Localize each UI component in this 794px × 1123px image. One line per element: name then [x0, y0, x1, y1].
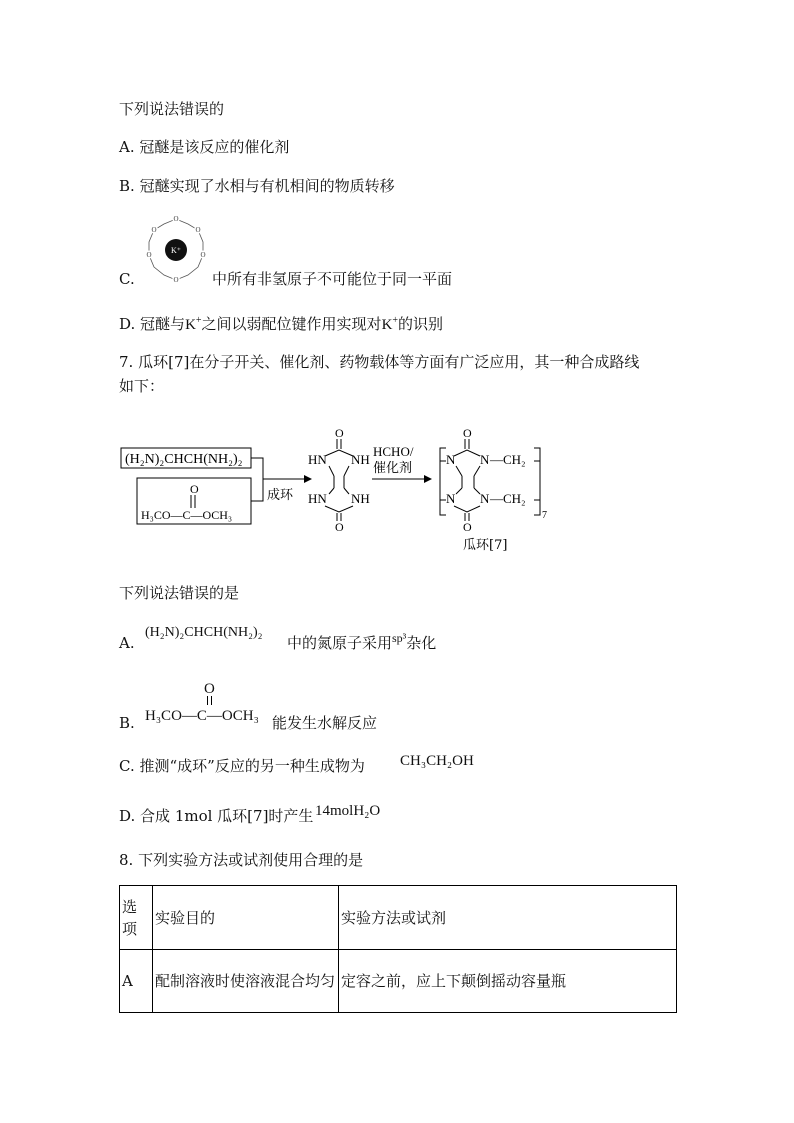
bond — [456, 488, 462, 494]
arrow-2-head — [424, 475, 432, 483]
unit-n: N — [446, 491, 456, 506]
q7-option-c: C. 推测“成环”反应的另一种生成物为 — [119, 757, 365, 775]
bond — [344, 488, 349, 494]
bond — [474, 466, 480, 476]
ring-oxygen: O — [173, 215, 179, 223]
bond — [456, 466, 462, 476]
table-cell: 配制溶液时使溶液混合均匀 — [153, 950, 339, 1013]
glycoluril-nh: HN — [308, 491, 327, 506]
glycoluril-bottom-ring — [325, 506, 353, 512]
ring-oxygen: O — [173, 276, 179, 284]
option-text: 冠醚是该反应的催化剂 — [139, 138, 290, 156]
q7-option-b-formula: H₃CO—C—OCH₃ — [145, 708, 259, 724]
q7-option-b — [119, 712, 135, 734]
bond — [329, 488, 334, 494]
q7-text-line2: 如下： — [119, 377, 165, 395]
glycoluril-nh: HN — [308, 452, 327, 467]
ring-oxygen: O — [195, 226, 201, 234]
q7-option-d-formula: 14molH₂O — [315, 803, 381, 819]
q7-text-line1: 7. 瓜环[7]在分子开关、催化剂、药物载体等方面有广泛应用，其一种合成路线 — [119, 353, 640, 371]
q6-option-b — [119, 175, 395, 197]
option-letter: B. — [119, 177, 135, 195]
unit-n: N — [446, 452, 456, 467]
bond — [344, 466, 349, 476]
q7-option-a-formula: (H₂N)₂CHCH(NH₂)₂ — [145, 625, 263, 640]
q7-option-a — [119, 632, 135, 654]
table-header-cell: 实验方法或试剂 — [339, 886, 677, 950]
table-cell: 定容之前，应上下颠倒摇动容量瓶 — [339, 950, 677, 1013]
option-text: 冠醚实现了水相与有机相间的物质转移 — [139, 177, 395, 195]
synthesis-scheme — [118, 420, 558, 555]
table-header-row — [120, 886, 677, 950]
option-letter: C. — [119, 757, 135, 775]
question-number: 7. — [119, 353, 134, 371]
potassium-ion-symbol: K+ — [185, 315, 202, 333]
unit-ch2: —CH₂ — [490, 452, 526, 467]
q6-option-c — [119, 268, 135, 290]
q7-stem: 下列说法错误的是 — [119, 584, 240, 602]
ring-oxygen: O — [200, 251, 206, 259]
q6-option-c-text: 中所有非氢原子不可能位于同一平面 — [212, 270, 453, 288]
q8-table — [119, 885, 677, 1013]
ring-oxygen: O — [146, 251, 152, 259]
merge-bracket — [251, 458, 263, 501]
question-number: 8. — [119, 851, 134, 869]
glycoluril-bottom-o: O — [335, 520, 344, 534]
unit-ch2: —CH₂ — [490, 491, 526, 506]
hybridization: sp³ — [392, 631, 407, 645]
q7-option-c-formula: CH₃CH₂OH — [400, 753, 474, 769]
arrow-1-head — [304, 475, 312, 483]
reagent2-formula: H₃CO—C—OCH₃ — [141, 508, 233, 522]
unit-top-o: O — [463, 426, 472, 440]
glycoluril-nh: NH — [351, 452, 370, 467]
option-letter: A. — [119, 138, 135, 156]
option-text: 冠醚与 — [140, 315, 186, 333]
unit-bottom-o: O — [463, 520, 472, 534]
step2-label-line2: 催化剂 — [373, 461, 413, 476]
step1-label: 成环 — [267, 488, 294, 503]
glycoluril-top-ring — [325, 450, 353, 456]
option-letter: D. — [119, 807, 136, 825]
step2-label-line1: HCHO/ — [373, 444, 414, 459]
q7-option-b-double-bond — [207, 696, 212, 705]
q7-option-d: D. 合成 1mol 瓜环[7]时产生 — [119, 807, 314, 825]
repeat-count: 7 — [542, 510, 547, 521]
right-bracket — [534, 448, 540, 515]
potassium-ion-symbol: K+ — [381, 315, 399, 333]
unit-bottom-ring — [454, 506, 480, 512]
reagent1-formula: (H₂N)₂CHCH(NH₂)₂ — [125, 452, 243, 467]
glycoluril-top-o: O — [335, 426, 344, 440]
ring-oxygen: O — [151, 226, 157, 234]
q6-option-d: D. 冠醚与K+之间以弱配位键作用实现对K+的识别 — [119, 315, 444, 333]
table-header-cell: 实验目的 — [153, 886, 339, 950]
bond — [329, 466, 334, 476]
unit-top-ring — [454, 450, 480, 456]
q7-option-b-carbonyl-o: O — [204, 681, 215, 697]
option-letter: A. — [119, 634, 135, 652]
table-row — [120, 950, 677, 1013]
q7-option-b-text: 能发生水解反应 — [272, 714, 378, 732]
potassium-ion-label: K⁺ — [171, 246, 181, 255]
unit-n: N — [480, 491, 490, 506]
option-letter: D. — [119, 315, 136, 333]
unit-n: N — [480, 452, 490, 467]
q6-stem: 下列说法错误的 — [119, 100, 225, 118]
crown-ether-figure — [140, 212, 212, 292]
product-label: 瓜环[7] — [463, 538, 508, 553]
q6-option-a — [119, 136, 289, 158]
option-letter: B. — [119, 714, 135, 732]
q7-option-a-text: 中的氮原子采用$^{sp^3}$杂化 — [287, 631, 437, 652]
table-header-cell: 选项 — [120, 886, 153, 950]
q8-stem: 8. 下列实验方法或试剂使用合理的是 — [119, 851, 364, 869]
table-cell: A — [120, 950, 153, 1013]
option-letter: C. — [119, 270, 135, 288]
glycoluril-nh: NH — [351, 491, 370, 506]
reagent2-carbonyl-o: O — [190, 482, 199, 496]
